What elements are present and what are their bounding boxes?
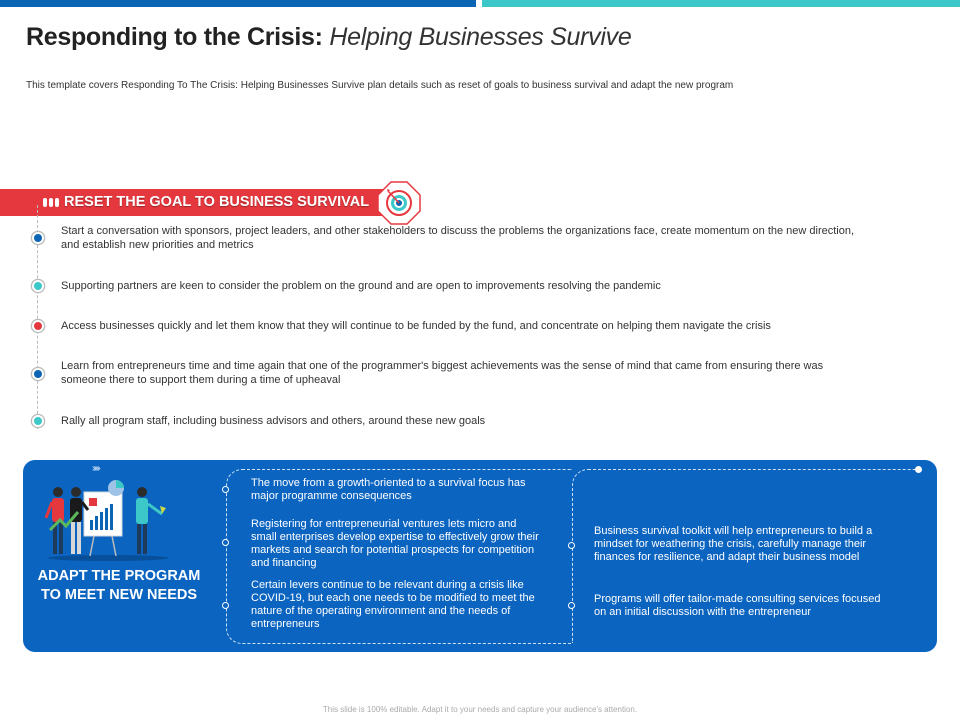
goal-point-3: Access businesses quickly and let them know that they will continue to be funded by the fund, and concentrate on helping them navigate the crisis	[61, 320, 771, 332]
bracket-end-dot	[915, 466, 922, 473]
goal-section-label: RESET THE GOAL TO BUSINESS SURVIVAL	[64, 194, 370, 210]
banner-dots-icon	[43, 198, 59, 207]
top-accent-bar-teal	[482, 0, 960, 7]
timeline-bullet	[32, 232, 44, 244]
business-team-illustration	[44, 478, 172, 562]
timeline-bullet	[32, 320, 44, 332]
page-description: This template covers Responding To The Crisis: Helping Businesses Survive plan details such as reset of goals to business survival and adapt the new program	[26, 80, 734, 91]
point-hook-icon	[222, 486, 229, 493]
timeline-bullet	[32, 368, 44, 380]
chevrons-icon: ›››››	[92, 463, 99, 474]
target-icon	[376, 180, 422, 226]
top-accent-bar-blue	[0, 0, 476, 7]
title-main: Responding to the Crisis:	[26, 23, 323, 51]
title-subtitle: Helping Businesses Survive	[329, 23, 632, 51]
timeline-bullet	[32, 415, 44, 427]
point-hook-icon	[222, 539, 229, 546]
adapt-left-point-3: Certain levers continue to be relevant during a crisis like COVID-19, but each one needs to be modified to meet the nature of the operating environment and the needs of entrepreneurs	[251, 579, 535, 630]
adapt-left-point-1: The move from a growth-oriented to a survival focus has major programme consequences	[251, 477, 526, 502]
adapt-left-point-2: Registering for entrepreneurial ventures lets micro and small enterprises develop expertise to effectively grow their markets and search for potential prospects for competition and financing	[251, 518, 539, 569]
goal-point-1: Start a conversation with sponsors, project leaders, and other stakeholders to discuss the problems the organizations face, create momentum on the new direction, and establish new priorities and metrics	[61, 225, 855, 251]
page-title	[26, 23, 631, 52]
point-hook-icon	[568, 602, 575, 609]
point-hook-icon	[222, 602, 229, 609]
goal-point-4: Learn from entrepreneurs time and time again that one of the programmer's biggest achievements was the sense of mind that came from ensuring there was someone there to support them during a time of upheaval	[61, 360, 824, 386]
footer-note: This slide is 100% editable. Adapt it to your needs and capture your audience's attention.	[322, 705, 638, 714]
goal-point-2: Supporting partners are keen to consider the problem on the ground and are open to improvements resolving the pandemic	[61, 280, 661, 292]
goal-point-5: Rally all program staff, including business advisors and others, around these new goals	[61, 415, 486, 427]
adapt-right-point-2: Programs will offer tailor-made consulting services focused on an initial discussion with the entrepreneur	[594, 593, 881, 618]
adapt-right-point-1: Business survival toolkit will help entrepreneurs to build a mindset for weathering the crisis, carefully manage their finances for resilience, and adapt their business model	[594, 525, 873, 563]
timeline-bullet	[32, 280, 44, 292]
point-hook-icon	[568, 542, 575, 549]
adapt-section-label: ADAPT THE PROGRAM TO MEET NEW NEEDS	[37, 568, 201, 603]
